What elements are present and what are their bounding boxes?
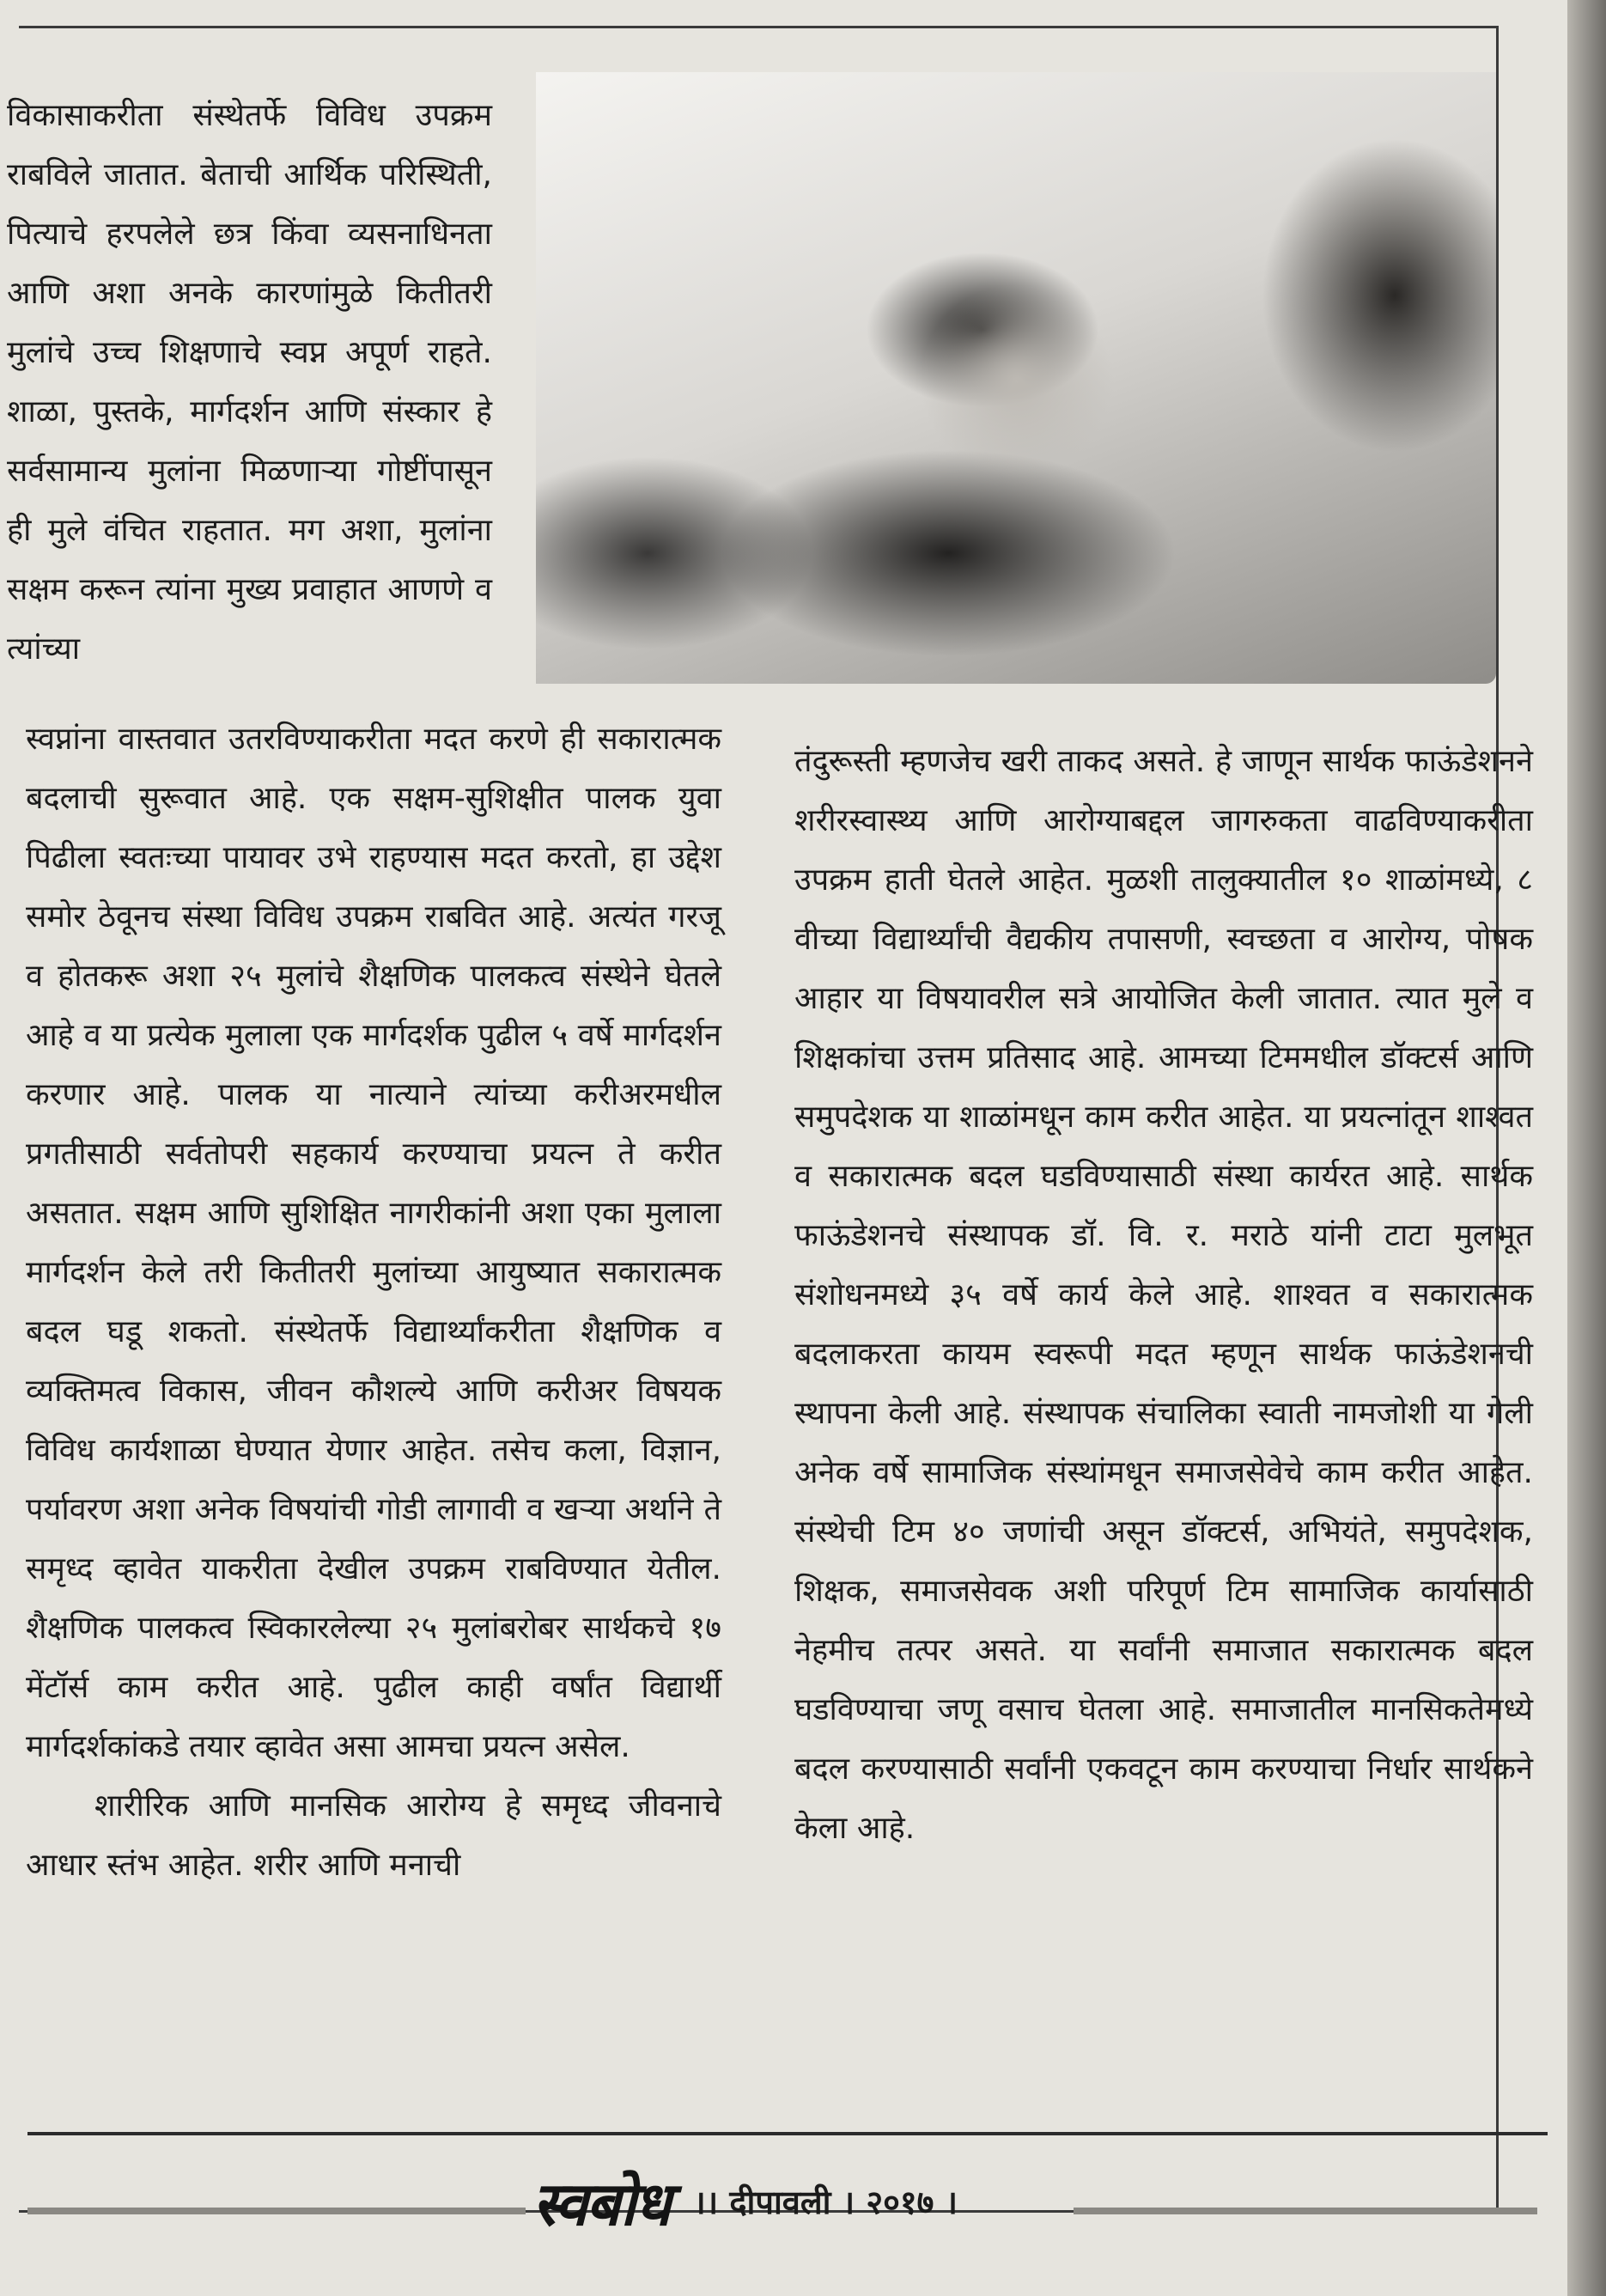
- footer-rule-left: [27, 2208, 526, 2214]
- footer-rule: [27, 2132, 1548, 2135]
- page-edge: [1567, 0, 1606, 2296]
- paragraph-right-1: तंदुरूस्ती म्हणजेच खरी ताकद असते. हे जाणून सार्थक फाऊंडेशनने शरीरस्वास्थ्य आणि आरोग्याबद्दल जागरुकता वाढविण्याकरीता उपक्रम हाती घेतले आहेत. मुळशी तालुक्यातील १० शाळांमध्ये, ८ वीच्या विद्यार्थ्यांची वैद्यकीय तपासणी, स्वच्छता व आरोग्य, पोषक आहार या विषयावरील सत्रे आयोजित केली जातात. त्यात मुले व शिक्षकांचा उत्तम प्रतिसाद आहे. आमच्या टिममधील डॉक्टर्स आणि समुपदेशक या शाळांमधून काम करीत आहेत. या प्रयत्नांतून शाश्वत व सकारात्मक बदल घडविण्यासाठी संस्था कार्यरत आहे. सार्थक फाऊंडेशनचे संस्थापक डॉ. वि. र. मराठे यांनी टाटा मुलभूत संशोधनमध्ये ३५ वर्षे कार्य केले आहे. शाश्वत व सकारात्मक बदलाकरता कायम स्वरूपी मदत म्हणून सार्थक फाऊंडेशनची स्थापना केली आहे. संस्थापक संचालिका स्वाती नामजोशी या गेली अनेक वर्षे सामाजिक संस्थांमधून समाजसेवेचे काम करीत आहेत. संस्थेची टिम ४० जणांची असून डॉक्टर्स, अभियंते, समुपदेशक, शिक्षक, समाजसेवक अशी परिपूर्ण टिम सामाजिक कार्यासाठी नेहमीच तत्पर असते. या सर्वांनी समाजात सकारात्मक बदल घडविण्याचा जणू वसाच घेतला आहे. समाजातील मानसिकतेमध्ये बदल करण्यासाठी सर्वांनी एकवटून काम करण्याचा निर्धार सार्थकने केला आहे.: [794, 744, 1533, 1846]
- footer-rule-right: [1074, 2208, 1537, 2214]
- article-photo: [536, 72, 1496, 684]
- article-column-left: [26, 710, 721, 1895]
- magazine-logo: स्वबोध: [532, 2168, 670, 2239]
- paragraph-left-2: शारीरिक आणि मानसिक आरोग्य हे समृध्द जीवनाचे आधार स्तंभ आहेत. शरीर आणि मनाची: [26, 1788, 721, 1883]
- paragraph-left-1: स्वप्नांना वास्तवात उतरविण्याकरीता मदत करणे ही सकारात्मक बदलाची सुरूवात आहे. एक सक्षम-सुशिक्षीत पालक युवा पिढीला स्वतःच्या पायावर उभे राहण्यास मदत करतो, हा उद्देश समोर ठेवूनच संस्था विविध उपक्रम राबवित आहे. अत्यंत गरजू व होतकरू अशा २५ मुलांचे शैक्षणिक पालकत्व संस्थेने घेतले आहे व या प्रत्येक मुलाला एक मार्गदर्शक पुढील ५ वर्षे मार्गदर्शन करणार आहे. पालक या नात्याने त्यांच्या करीअरमधील प्रगतीसाठी सर्वतोपरी सहकार्य करण्याचा प्रयत्न ते करीत असतात. सक्षम आणि सुशिक्षित नागरीकांनी अशा एका मुलाला मार्गदर्शन केले तरी कितीतरी मुलांच्या आयुष्यात सकारात्मक बदल घडू शकतो. संस्थेतर्फे विद्यार्थ्यांकरीता शैक्षणिक व व्यक्तिमत्व विकास, जीवन कौशल्ये आणि करीअर विषयक विविध कार्यशाळा घेण्यात येणार आहेत. तसेच कला, विज्ञान, पर्यावरण अशा अनेक विषयांची गोडी लागावी व खऱ्या अर्थाने ते समृध्द व्हावेत याकरीता देखील उपक्रम राबविण्यात येतील. शैक्षणिक पालकत्व स्विकारलेल्या २५ मुलांबरोबर सार्थकचे १७ मेंटॉर्स काम करीत आहे. पुढील काही वर्षांत विद्यार्थी मार्गदर्शकांकडे तयार व्हावेत असा आमचा प्रयत्न असेल.: [26, 722, 722, 1764]
- article-column-right: [794, 732, 1533, 1858]
- issue-label: ।। दीपावली । २०१७ ।: [693, 2183, 958, 2221]
- page-footer: [532, 2163, 1082, 2240]
- paragraph-top: विकासाकरीता संस्थेतर्फे विविध उपक्रम राबविले जातात. बेताची आर्थिक परिस्थिती, पित्याचे हरपलेले छत्र किंवा व्यसनाधिनता आणि अशा अनके कारणांमुळे कितीतरी मुलांचे उच्च शिक्षणाचे स्वप्न अपूर्ण राहते. शाळा, पुस्तके, मार्गदर्शन आणि संस्कार हे सर्वसामान्य मुलांना मिळणाऱ्या गोष्टींपासून ही मुले वंचित राहतात. मग अशा, मुलांना सक्षम करून त्यांना मुख्य प्रवाहात आणणे व त्यांच्या: [7, 98, 492, 667]
- article-text-top: [7, 86, 492, 679]
